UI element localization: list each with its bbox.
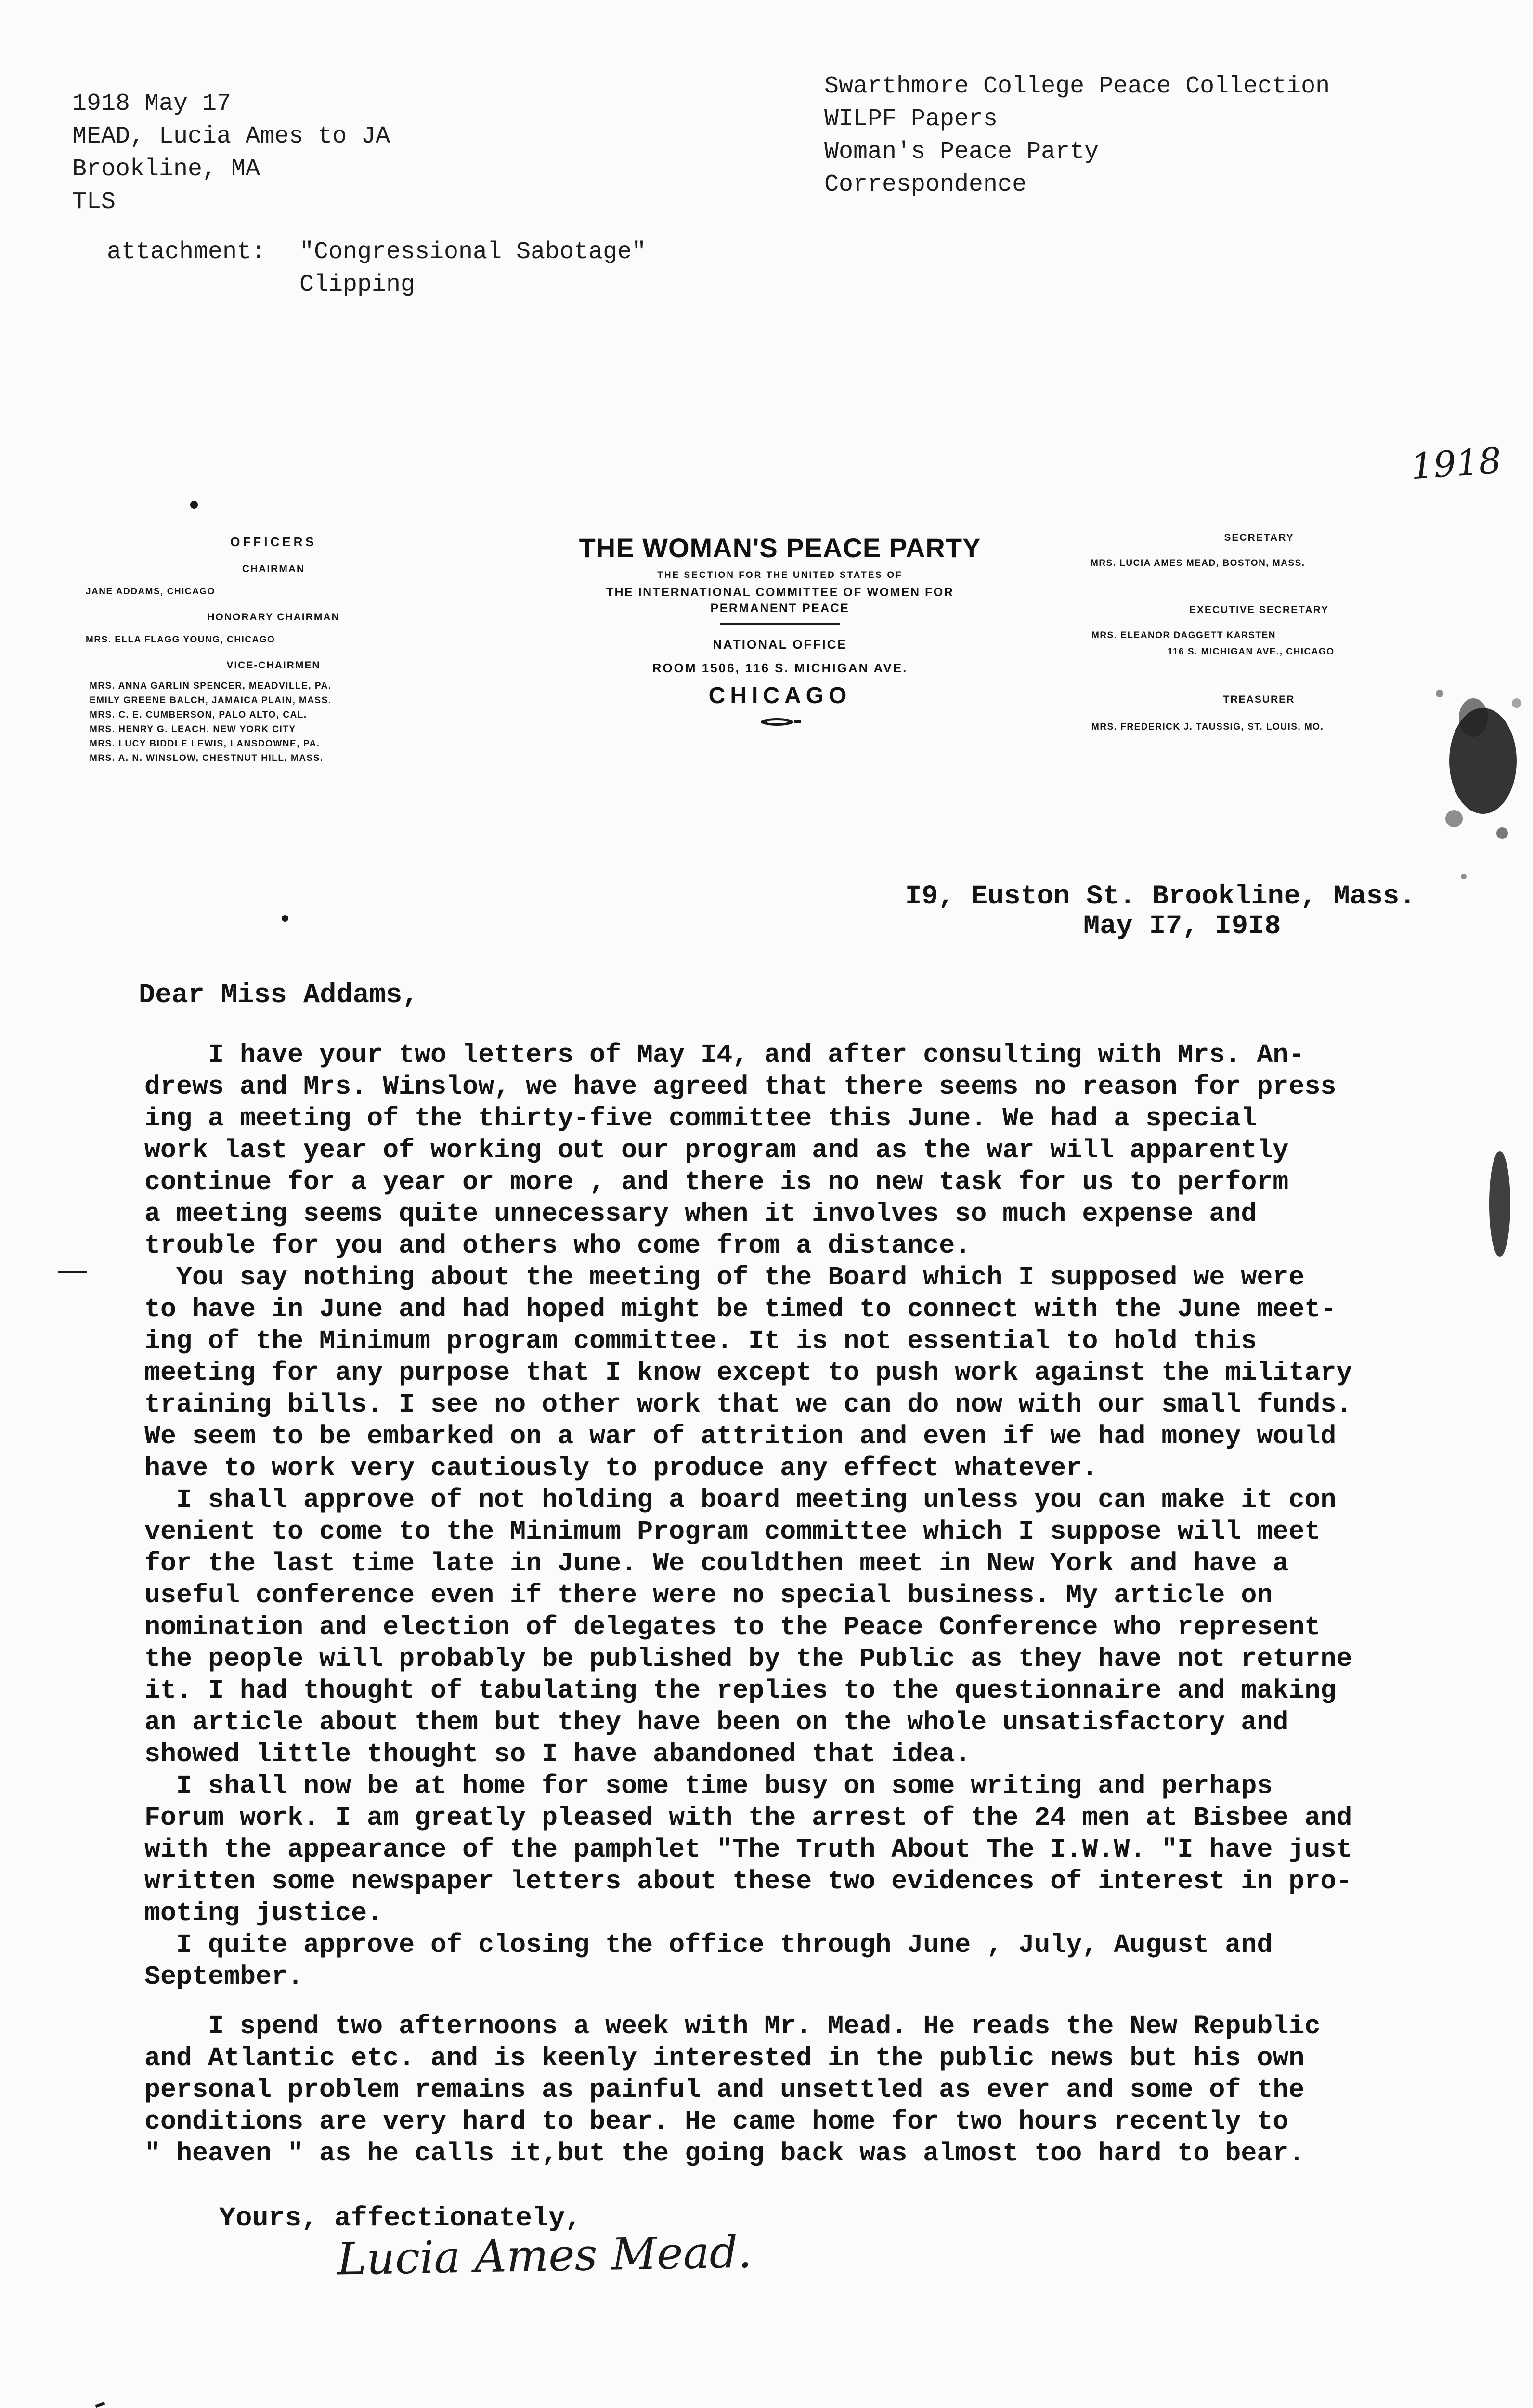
body-line: I have your two letters of May I4, and after consulting with Mrs. An- (144, 1040, 1305, 1070)
body-line: it. I had thought of tabulating the replies to the questionnaire and making (144, 1675, 1337, 1706)
citation-line: 1918 May 17 (72, 90, 232, 118)
body-line: meeting for any purpose that I know except to push work against the military (144, 1358, 1352, 1388)
letter-date: May I7, I9I8 (1083, 911, 1281, 942)
body-line: training bills. I see no other work that we can do now with our small funds. (144, 1389, 1352, 1420)
body-line: work last year of working out our program and as the war will apparently (144, 1135, 1289, 1165)
body-line: trouble for you and others who come from a distance. (144, 1230, 971, 1261)
scan-artifact (1425, 674, 1533, 973)
collection-line: Correspondence (824, 171, 1027, 198)
chairman-name: JANE ADDAMS, CHICAGO (86, 587, 215, 597)
office-label: NATIONAL OFFICE (713, 637, 847, 652)
body-line: for the last time late in June. We couldthen meet in New York and have a (144, 1548, 1289, 1579)
organization-name: THE WOMAN'S PEACE PARTY (579, 533, 981, 563)
body-line: I quite approve of closing the office through June , July, August and (144, 1930, 1273, 1960)
body-line: I shall approve of not holding a board meeting unless you can make it con (144, 1485, 1337, 1515)
vice-chairman: MRS. C. E. CUMBERSON, PALO ALTO, CAL. (90, 710, 307, 720)
citation-line: Brookline, MA (72, 156, 260, 183)
scan-mark (282, 915, 288, 922)
honorary-name: MRS. ELLA FLAGG YOUNG, CHICAGO (86, 635, 275, 645)
body-line: drews and Mrs. Winslow, we have agreed that there seems no reason for press (144, 1072, 1337, 1102)
body-line: to have in June and had hoped might be timed to connect with the June meet- (144, 1294, 1337, 1324)
body-line: a meeting seems quite unnecessary when it involves so much expense and (144, 1199, 1257, 1229)
body-line: nomination and election of delegates to the Peace Conference who represent (144, 1612, 1321, 1642)
office-address: ROOM 1506, 116 S. MICHIGAN AVE. (652, 661, 908, 675)
body-line: I spend two afternoons a week with Mr. Mead. He reads the New Republic (144, 2011, 1321, 2042)
letter-body (144, 1039, 1352, 1993)
letter-address: I9, Euston St. Brookline, Mass. (905, 881, 1416, 912)
attachment-type: Clipping (299, 271, 416, 299)
body-line: written some newspaper letters about these two evidences of interest in pro- (144, 1866, 1352, 1897)
vice-chairman: MRS. ANNA GARLIN SPENCER, MEADVILLE, PA. (90, 681, 332, 691)
officers-heading: OFFICERS (230, 535, 317, 549)
body-line: an article about them but they have been on the whole unsatisfactory and (144, 1707, 1289, 1738)
scan-mark (95, 2402, 105, 2408)
divider (720, 623, 840, 625)
exec-secretary-name: MRS. ELEANOR DAGGETT KARSTEN (1091, 630, 1276, 641)
body-line: September. (144, 1962, 304, 1992)
body-line: venient to come to the Minimum Program committee which I suppose will meet (144, 1517, 1321, 1547)
body-line: Forum work. I am greatly pleased with the arrest of the 24 men at Bisbee and (144, 1803, 1352, 1833)
attachment-note (107, 236, 647, 301)
organization-committee: THE INTERNATIONAL COMMITTEE OF WOMEN FOR (606, 586, 954, 599)
vice-chairman: MRS. LUCY BIDDLE LEWIS, LANSDOWNE, PA. (90, 739, 320, 749)
collection-line: Swarthmore College Peace Collection (824, 73, 1330, 100)
body-line: We seem to be embarked on a war of attrition and even if we had money would (144, 1421, 1337, 1452)
vice-chairman: MRS. HENRY G. LEACH, NEW YORK CITY (90, 724, 296, 734)
body-line: ing a meeting of the thirty-five committee this June. We had a special (144, 1103, 1257, 1134)
vice-chairman: MRS. A. N. WINSLOW, CHESTNUT HILL, MASS. (90, 753, 324, 763)
archive-collection (824, 70, 1330, 201)
body-line: " heaven " as he calls it,but the going back was almost too hard to bear. (144, 2138, 1305, 2169)
collection-line: WILPF Papers (824, 105, 998, 133)
organization-committee: PERMANENT PEACE (710, 602, 850, 615)
body-line: with the appearance of the pamphlet "The Truth About The I.W.W. "I have just (144, 1834, 1352, 1865)
citation-line: TLS (72, 188, 116, 216)
archive-citation (72, 88, 390, 219)
body-line: You say nothing about the meeting of the Board which I supposed we were (144, 1262, 1305, 1293)
collection-line: Woman's Peace Party (824, 138, 1099, 166)
scan-artifact (1483, 1146, 1517, 1271)
chairman-label: CHAIRMAN (242, 563, 305, 575)
body-line: continue for a year or more , and there is no new task for us to perform (144, 1167, 1289, 1197)
treasurer-name: MRS. FREDERICK J. TAUSSIG, ST. LOUIS, MO. (1091, 722, 1324, 732)
organization-section: THE SECTION FOR THE UNITED STATES OF (657, 570, 903, 580)
secretary-label: SECRETARY (1224, 532, 1294, 543)
body-line: ing of the Minimum program committee. It is not essential to hold this (144, 1326, 1257, 1356)
valediction: Yours, affectionately, (219, 2203, 582, 2234)
attachment-title: "Congressional Sabotage" (299, 238, 647, 266)
body-line: I shall now be at home for some time busy on some writing and perhaps (144, 1771, 1273, 1801)
body-line: the people will probably be published by the Public as they have not returne (144, 1644, 1352, 1674)
signature: Lucia Ames Mead. (337, 2226, 753, 2285)
body-line: have to work very cautiously to produce any effect whatever. (144, 1453, 1098, 1483)
body-line: moting justice. (144, 1898, 383, 1928)
organization-block (501, 532, 1059, 727)
union-label-icon (757, 717, 803, 727)
letter-closing-paragraph (144, 2011, 1320, 2170)
salutation: Dear Miss Addams, (139, 980, 419, 1011)
vice-chairman: EMILY GREENE BALCH, JAMAICA PLAIN, MASS. (90, 695, 332, 706)
body-line: useful conference even if there were no special business. My article on (144, 1580, 1273, 1610)
citation-line: MEAD, Lucia Ames to JA (72, 123, 390, 150)
scan-mark (190, 501, 198, 509)
body-line: and Atlantic etc. and is keenly interested in the public news but his own (144, 2043, 1305, 2073)
handwritten-year: 1918 (1409, 440, 1503, 488)
secretary-name: MRS. LUCIA AMES MEAD, BOSTON, MASS. (1091, 558, 1305, 568)
treasurer-label: TREASURER (1223, 694, 1295, 705)
body-line: personal problem remains as painful and unsettled as ever and some of the (144, 2075, 1305, 2105)
body-line: conditions are very hard to bear. He came home for two hours recently to (144, 2107, 1289, 2137)
exec-secretary-address: 116 S. MICHIGAN AVE., CHICAGO (1168, 647, 1335, 657)
honorary-label: HONORARY CHAIRMAN (207, 612, 340, 623)
exec-secretary-label: EXECUTIVE SECRETARY (1189, 604, 1329, 615)
office-city: CHICAGO (708, 683, 852, 708)
scan-mark (58, 1271, 87, 1273)
vice-chairmen-label: VICE-CHAIRMEN (226, 660, 321, 671)
attachment-label: attachment: (107, 238, 266, 266)
body-line: showed little thought so I have abandoned that idea. (144, 1739, 971, 1769)
